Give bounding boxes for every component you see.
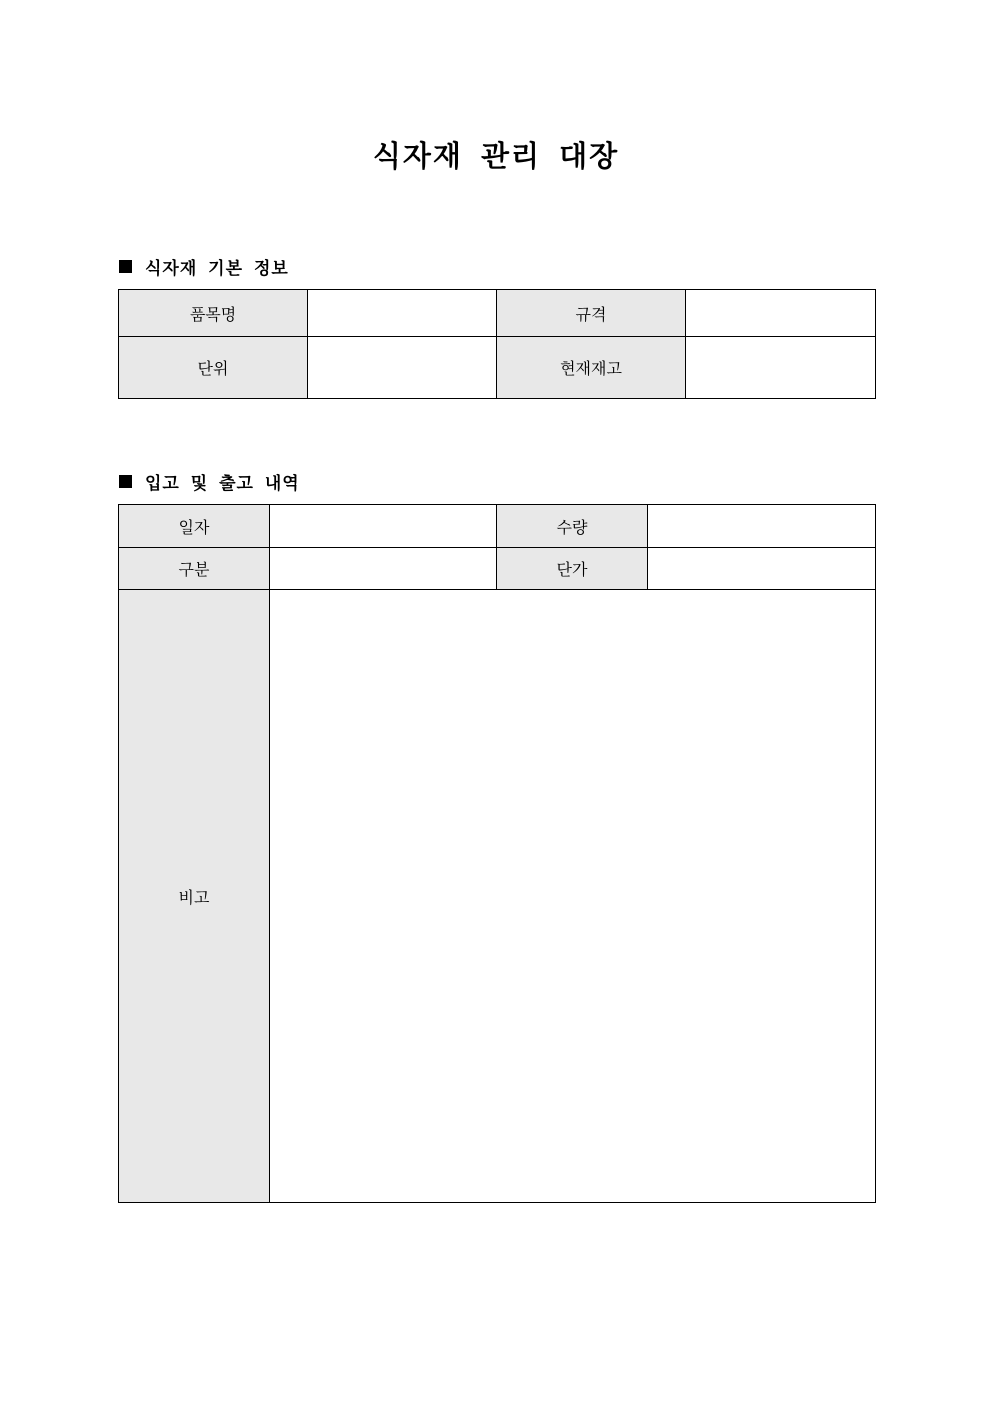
quantity-label: 수량 (497, 505, 648, 548)
square-bullet-icon (119, 260, 132, 273)
type-label: 구분 (119, 548, 270, 590)
section-heading-text: 입고 및 출고 내역 (145, 474, 300, 494)
unit-price-field[interactable] (648, 548, 876, 590)
remarks-field[interactable] (270, 590, 876, 1203)
date-label: 일자 (119, 505, 270, 548)
table-row (119, 290, 876, 337)
table-row (119, 548, 876, 590)
current-stock-label: 현재재고 (497, 337, 686, 399)
spec-field[interactable] (686, 290, 876, 337)
basic-info-table (118, 289, 876, 399)
quantity-field[interactable] (648, 505, 876, 548)
item-name-field[interactable] (308, 290, 497, 337)
section-heading-basic-info (119, 254, 289, 279)
section-heading-transactions (119, 469, 300, 494)
type-field[interactable] (270, 548, 497, 590)
table-row (119, 505, 876, 548)
unit-price-label: 단가 (497, 548, 648, 590)
transactions-table (118, 504, 876, 1203)
item-name-label: 품목명 (119, 290, 308, 337)
date-field[interactable] (270, 505, 497, 548)
table-row (119, 337, 876, 399)
square-bullet-icon (119, 475, 132, 488)
remarks-label: 비고 (119, 590, 270, 1203)
unit-field[interactable] (308, 337, 497, 399)
table-row (119, 590, 876, 1203)
document-title: 식자재 관리 대장 (372, 139, 620, 173)
current-stock-field[interactable] (686, 337, 876, 399)
unit-label: 단위 (119, 337, 308, 399)
spec-label: 규격 (497, 290, 686, 337)
section-heading-text: 식자재 기본 정보 (145, 259, 289, 279)
